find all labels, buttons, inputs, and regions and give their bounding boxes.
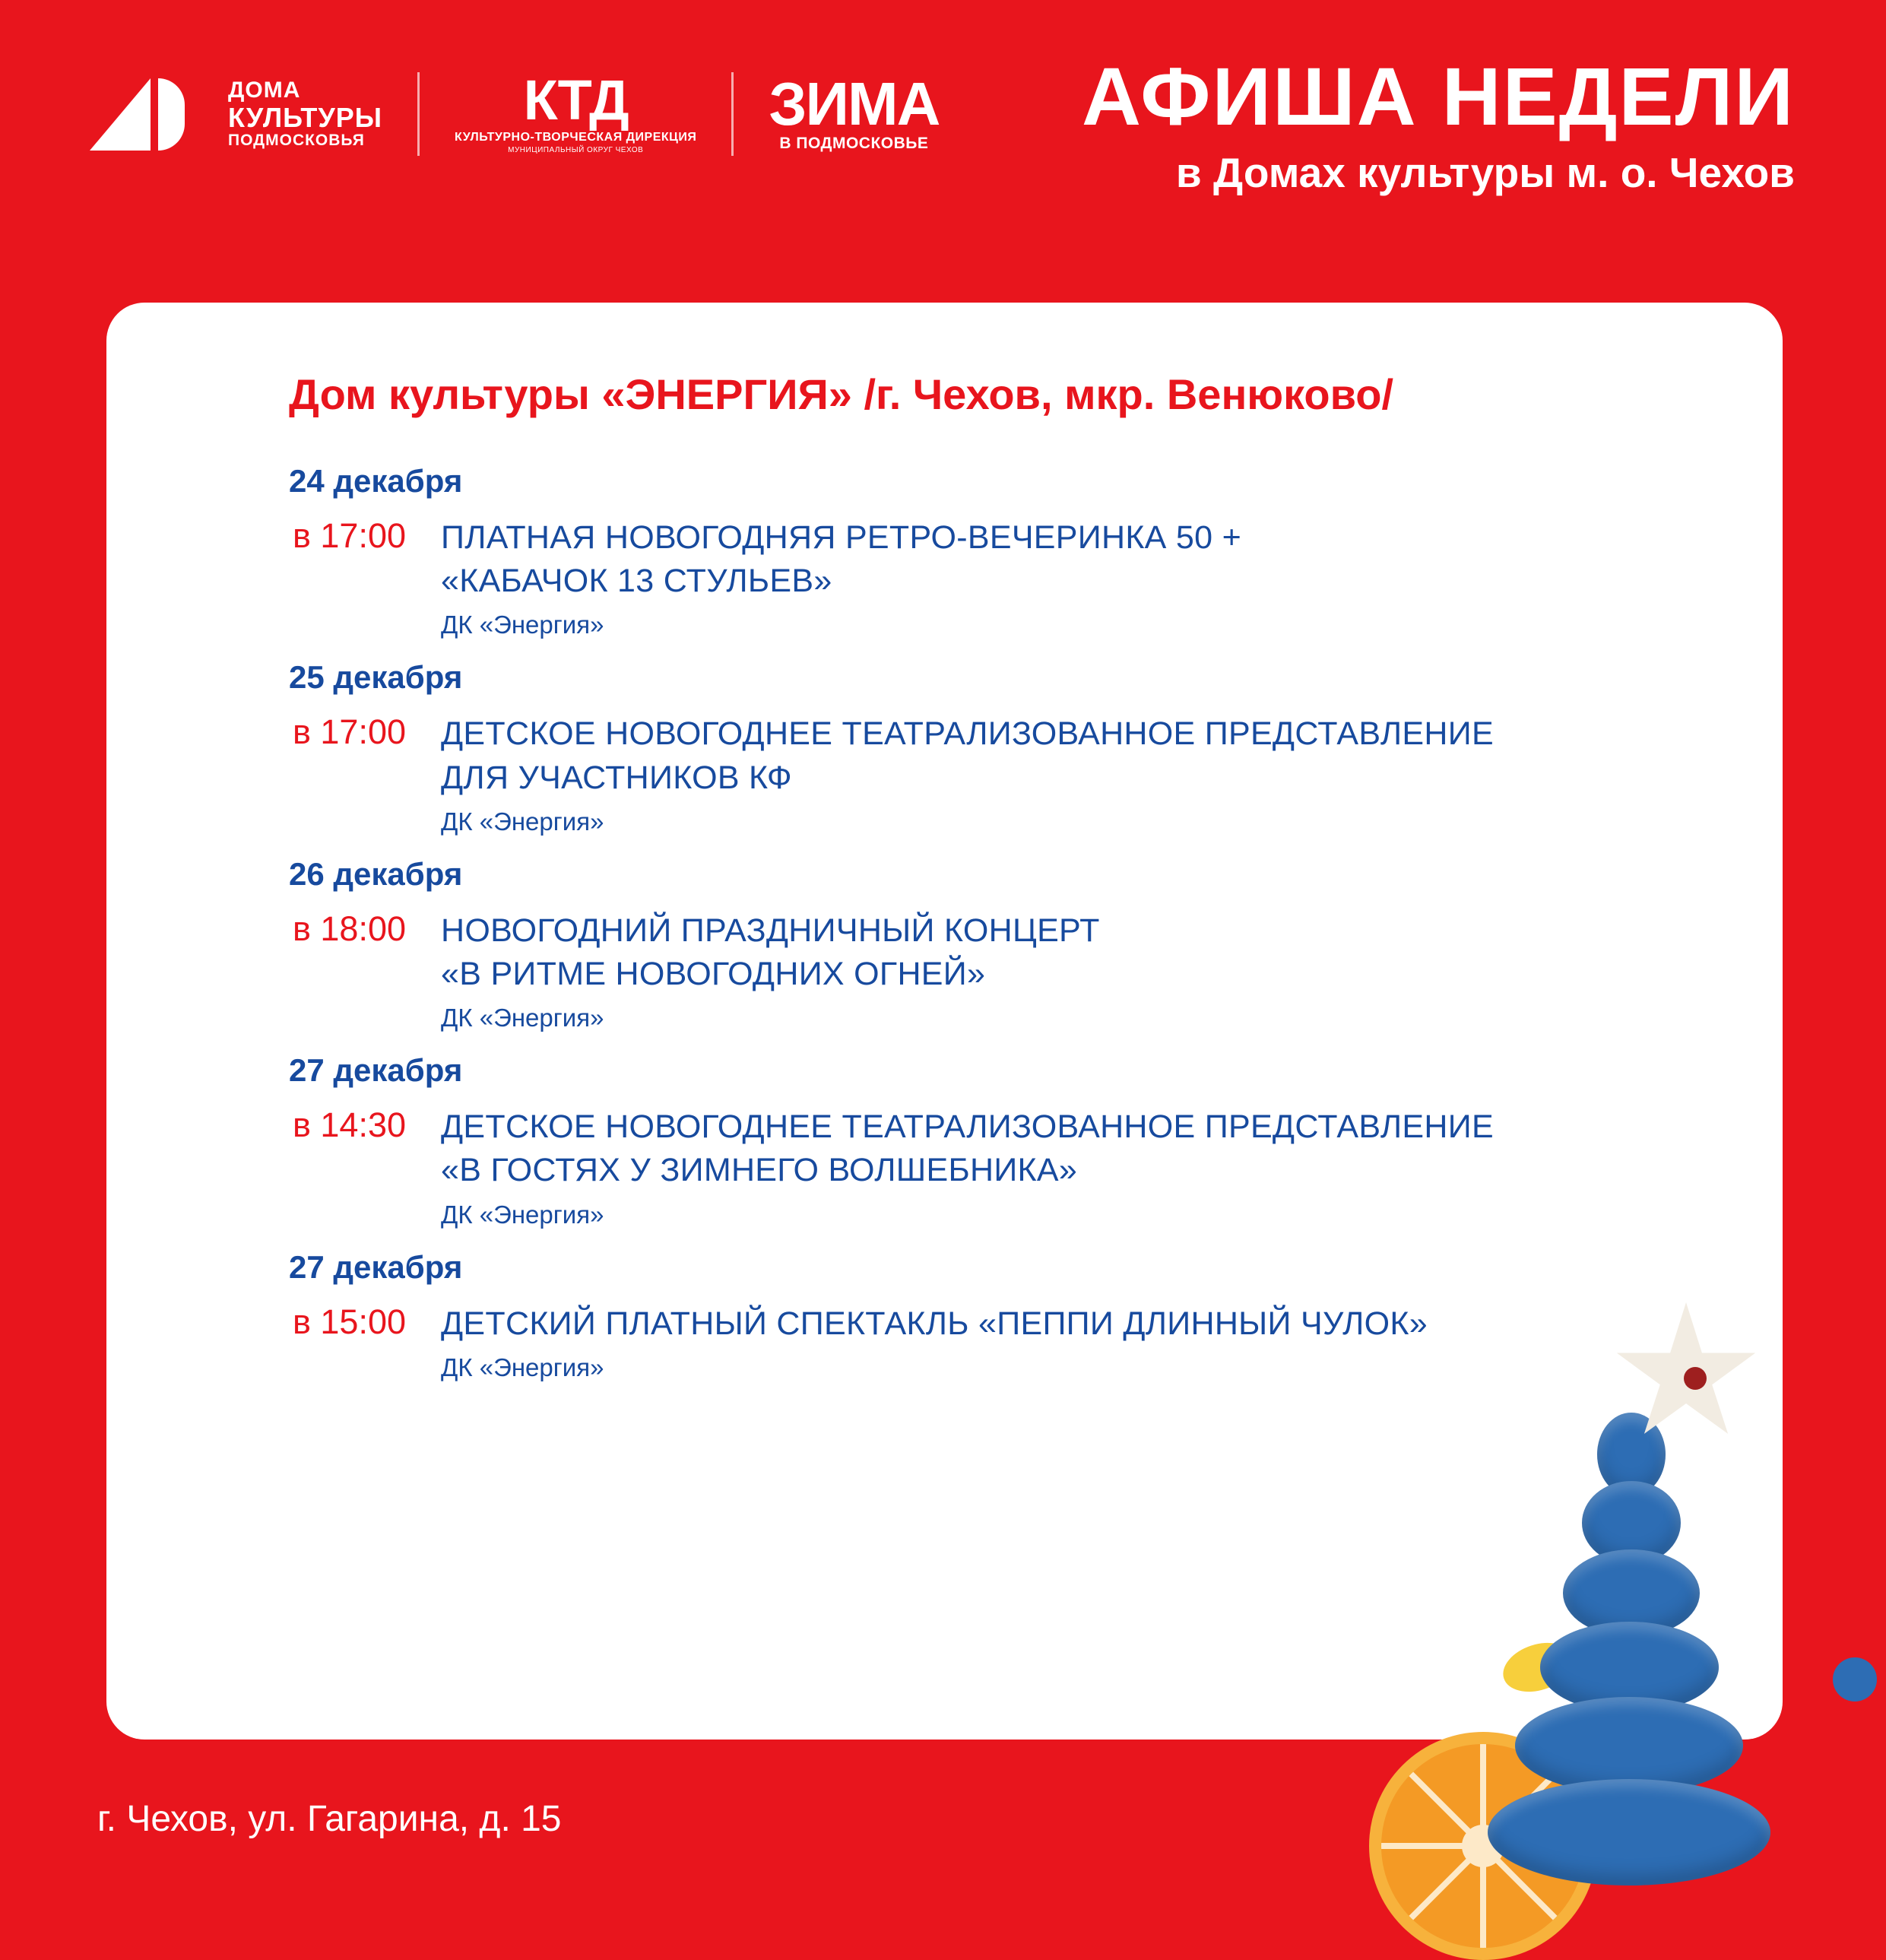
event-row [213, 712, 1707, 836]
zima-wordmark: ЗИМА [769, 70, 940, 138]
event-body [441, 909, 1707, 1032]
schedule-list [213, 463, 1707, 1382]
event-body [441, 1302, 1707, 1382]
day-date: 27 декабря [289, 1052, 463, 1089]
logo-line-1: ДОМА [228, 78, 301, 103]
doma-kultury-wordmark [228, 78, 382, 149]
logo-row [90, 68, 940, 156]
white-dot [1603, 1818, 1663, 1889]
day-date: 24 декабря [289, 463, 463, 499]
event-time: в 17:00 [293, 516, 407, 555]
event-row [213, 1105, 1707, 1229]
day-block [213, 463, 1707, 639]
event-row [213, 1302, 1707, 1382]
event-body [441, 1105, 1707, 1229]
event-place: ДК «Энергия» [441, 1353, 604, 1381]
day-block [213, 1249, 1707, 1382]
day-date: 26 декабря [289, 855, 463, 892]
page-title: АФИША НЕДЕЛИ [1081, 50, 1795, 142]
doma-kultury-mark-icon [90, 78, 211, 151]
day-block [213, 659, 1707, 836]
logo-ktd [455, 68, 697, 154]
event-place: ДК «Энергия» [441, 807, 604, 836]
event-title: ДЕТСКИЙ ПЛАТНЫЙ СПЕКТАКЛЬ «ПЕППИ ДЛИННЫЙ ЧУЛОК» [441, 1305, 1428, 1342]
page-title-block [1081, 50, 1795, 197]
venue-title: Дом культуры «ЭНЕРГИЯ» /г. Чехов, мкр. Венюково/ [289, 370, 1394, 418]
event-title: НОВОГОДНИЙ ПРАЗДНИЧНЫЙ КОНЦЕРТ «В РИТМЕ НОВОГОДНИХ ОГНЕЙ» [441, 912, 1100, 992]
day-block [213, 856, 1707, 1032]
logo-divider-2 [731, 72, 734, 156]
logo-doma-kultury [90, 78, 382, 151]
event-row [213, 909, 1707, 1032]
event-time: в 14:30 [293, 1105, 407, 1145]
ktd-subtitle-1: КУЛЬТУРНО-ТВОРЧЕСКАЯ ДИРЕКЦИЯ [455, 130, 697, 144]
event-time: в 15:00 [293, 1302, 407, 1341]
day-block [213, 1052, 1707, 1229]
event-place: ДК «Энергия» [441, 1200, 604, 1229]
event-title: ДЕТСКОЕ НОВОГОДНЕЕ ТЕАТРАЛИЗОВАННОЕ ПРЕДСТАВЛЕНИЕ «В ГОСТЯХ У ЗИМНЕГО ВОЛШЕБНИКА» [441, 1108, 1494, 1189]
zima-subtitle: В ПОДМОСКОВЬЕ [779, 135, 929, 152]
event-body [441, 712, 1707, 836]
footer-address: г. Чехов, ул. Гагарина, д. 15 [97, 1799, 562, 1839]
day-date: 25 декабря [289, 659, 463, 696]
event-title: ПЛАТНАЯ НОВОГОДНЯЯ РЕТРО-ВЕЧЕРИНКА 50 + «КАБАЧОК 13 СТУЛЬЕВ» [441, 519, 1241, 600]
poster-header [0, 0, 1886, 281]
logo-line-3: ПОДМОСКОВЬЯ [228, 132, 365, 150]
event-place: ДК «Энергия» [441, 611, 604, 639]
ktd-subtitle-2: МУНИЦИПАЛЬНЫЙ ОКРУГ ЧЕХОВ [508, 145, 644, 154]
orange-slice-icon [1369, 1732, 1597, 1960]
logo-divider [417, 72, 420, 156]
event-body [441, 516, 1707, 639]
event-time: в 18:00 [293, 909, 407, 948]
blue-dot [1833, 1657, 1877, 1702]
schedule-card [106, 303, 1783, 1740]
event-title: ДЕТСКОЕ НОВОГОДНЕЕ ТЕАТРАЛИЗОВАННОЕ ПРЕДСТАВЛЕНИЕ ДЛЯ УЧАСТНИКОВ КФ [441, 715, 1494, 796]
ktd-monogram: КТД [523, 68, 628, 132]
page-subtitle: в Домах культуры м. о. Чехов [1175, 149, 1795, 197]
logo-zima [769, 70, 940, 153]
event-row [213, 516, 1707, 639]
event-time: в 17:00 [293, 712, 407, 752]
event-place: ДК «Энергия» [441, 1004, 604, 1032]
day-date: 27 декабря [289, 1248, 463, 1285]
logo-line-2: КУЛЬТУРЫ [228, 101, 383, 133]
